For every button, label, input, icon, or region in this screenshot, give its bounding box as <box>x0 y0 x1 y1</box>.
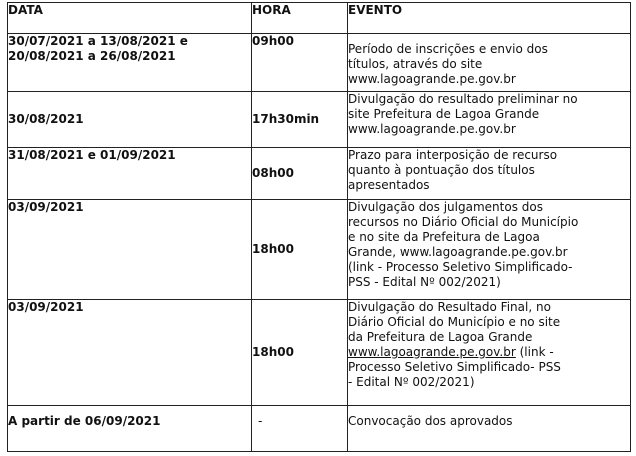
event-cell <box>348 92 631 148</box>
date-cell <box>8 148 252 200</box>
date-cell <box>8 92 252 148</box>
date-cell <box>8 300 252 406</box>
event-text: Divulgação dos julgamentos dos <box>348 200 543 214</box>
date-cell <box>8 406 252 452</box>
date-text: 31/08/2021 e 01/09/2021 <box>8 148 176 162</box>
time-cell <box>252 34 348 92</box>
date-text: 03/09/2021 <box>8 300 84 314</box>
table-row <box>8 300 631 406</box>
event-text: PSS - Edital Nº 002/2021) <box>348 275 501 289</box>
event-text: site Prefeitura de Lagoa Grande <box>348 107 540 121</box>
time-text: 08h00 <box>252 166 294 180</box>
header-event: EVENTO <box>348 3 631 34</box>
event-text: apresentados <box>348 178 430 192</box>
event-text: (link - Processo Seletivo Simplificado- <box>348 260 573 274</box>
header-time: HORA <box>252 3 348 34</box>
time-cell <box>252 92 348 148</box>
time-text: - <box>258 414 263 428</box>
date-text: 30/08/2021 <box>8 112 84 126</box>
event-cell <box>348 148 631 200</box>
table-row <box>8 406 631 452</box>
event-cell <box>348 200 631 300</box>
date-cell <box>8 200 252 300</box>
table-row <box>8 200 631 300</box>
event-text: Prazo para interposição de recurso <box>348 148 558 162</box>
time-cell <box>252 200 348 300</box>
date-text: 03/09/2021 <box>8 200 84 214</box>
event-text: Convocação dos aprovados <box>348 414 513 428</box>
event-link-line <box>348 345 630 360</box>
event-text: (link - <box>515 345 554 359</box>
time-text: 18h00 <box>252 345 294 359</box>
event-cell <box>348 34 631 92</box>
event-text: recursos no Diário Oficial do Município <box>348 215 579 229</box>
event-cell <box>348 300 631 406</box>
date-text: 30/07/2021 a 13/08/2021 e <box>8 34 188 48</box>
event-text: Período de inscrições e envio dos <box>348 42 548 56</box>
event-cell <box>348 406 631 452</box>
date-text: 20/08/2021 a 26/08/2021 <box>8 49 176 63</box>
table-row <box>8 92 631 148</box>
time-text: 09h00 <box>252 34 294 48</box>
event-text: títulos, através do site <box>348 57 483 71</box>
site-link[interactable]: www.lagoagrande.pe.gov.br <box>348 345 516 359</box>
event-text: da Prefeitura de Lagoa Grande <box>348 330 533 344</box>
date-cell <box>8 34 252 92</box>
time-text: 18h00 <box>252 242 294 256</box>
event-text: www.lagoagrande.pe.gov.br <box>348 122 516 136</box>
time-cell <box>252 300 348 406</box>
event-text: Divulgação do Resultado Final, no <box>348 300 551 314</box>
event-text: e no site da Prefeitura de Lagoa <box>348 230 540 244</box>
event-text: Divulgação do resultado preliminar no <box>348 92 578 106</box>
table-row <box>8 148 631 200</box>
table-row <box>8 34 631 92</box>
event-text: Diário Oficial do Município e no site <box>348 315 561 329</box>
event-text: www.lagoagrande.pe.gov.br <box>348 72 516 86</box>
time-cell <box>252 406 348 452</box>
date-text: A partir de 06/09/2021 <box>8 414 161 428</box>
event-text: quanto à pontuação dos títulos <box>348 163 535 177</box>
schedule-table <box>7 2 631 452</box>
time-cell <box>252 148 348 200</box>
table-header-row <box>8 3 631 34</box>
event-text: Processo Seletivo Simplificado- PSS <box>348 360 561 374</box>
header-date: DATA <box>8 3 252 34</box>
time-text: 17h30min <box>252 112 320 126</box>
event-text: Grande, www.lagoagrande.pe.gov.br <box>348 245 568 259</box>
event-text: - Edital Nº 002/2021) <box>348 375 475 389</box>
